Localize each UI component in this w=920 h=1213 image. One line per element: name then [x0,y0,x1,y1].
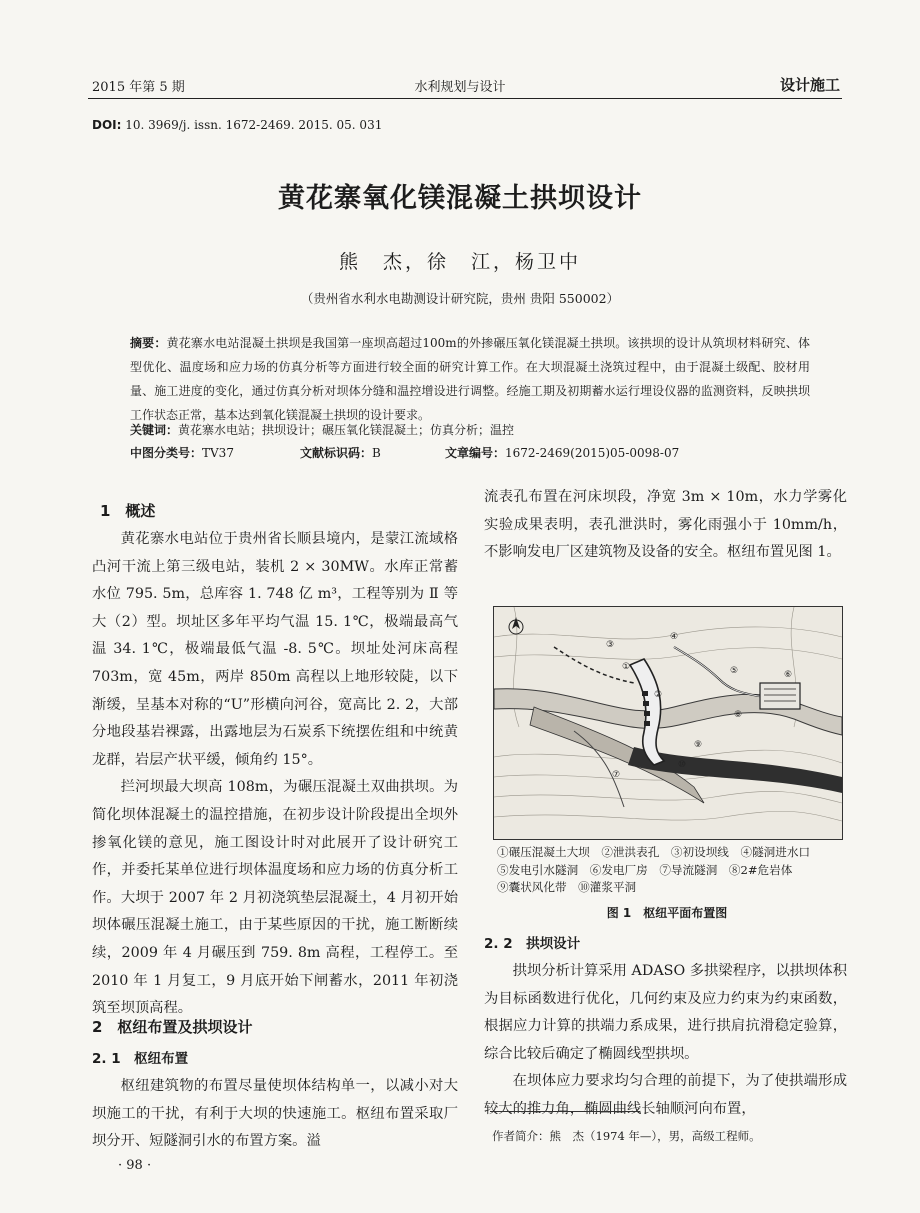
figure-label: ② [654,690,663,700]
paragraph: 在坝体应力要求均匀合理的前提下，为了使拱端形成较大的推力角，椭圆曲线长轴顺河向布置， [484,1073,847,1117]
figure-label: ⑧ [734,710,743,720]
figure-label: ③ [606,640,615,650]
legend-row: ⑤发电引水隧洞 ⑥发电厂房 ⑦导流隧洞 ⑧2#危岩体 [497,862,793,877]
header-journal: 水利规划与设计 [414,80,506,95]
affiliation: （贵州省水利水电勘测设计研究院，贵州 贵阳 550002） [300,291,620,306]
article-number-label: 文章编号： [445,446,506,460]
clc-label: 中图分类号： [130,446,203,460]
figure-1-legend [497,844,842,897]
figure-1-caption: 图 1 枢纽平面布置图 [606,906,728,920]
clc-value: TV37 [202,446,234,460]
doc-code-value: B [372,446,381,460]
section-1-body [92,526,458,1023]
legend-row: ⑨囊状风化带 ⑩灌浆平洞 [497,880,637,894]
doi-line [92,118,382,132]
figure-label: ⑦ [612,770,621,780]
article-number-value: 1672-2469(2015)05-0098-07 [505,446,680,460]
abstract-label: 摘要： [130,336,167,350]
header-issue: 2015 年第 5 期 [92,80,185,95]
keywords [130,421,514,438]
section-2-2-body [484,958,847,1124]
figure-1-site-plan [493,606,843,840]
paragraph: 拦河坝最大坝高 108m，为碾压混凝土双曲拱坝。为简化坝体混凝土的温控措施，在初步设计阶段提出全坝外掺氧化镁的意见，施工图设计时对此展开了设计研究工作，并委托某单位进行坝体温度场和应力场的仿真分析工作。大坝于 2007 年 2 月初浇筑垫层混凝土，4 月初开始坝体碾压混凝土施工，由于某些原因的干扰，施工断断续续，2009 年 4 月碾压到 759. 8m 高程，工程停工。至 2010 年 1 月复工，9 月底开始下闸蓄水，2011 年初浇筑至坝顶高程。 [92,779,458,1017]
site-plan-drawing [494,607,842,839]
legend-row: ①碾压混凝土大坝 ②泄洪表孔 ③初设坝线 ④隧洞进水口 [497,845,811,859]
section-1-heading: 1 概述 [100,502,156,520]
section-2-1-body [92,1073,458,1156]
article-number [445,444,679,461]
doc-code-label: 文献标识码： [300,446,373,460]
abstract [130,331,810,427]
section-2-1-heading: 2. 1 枢纽布置 [92,1051,189,1067]
clc-number [130,444,234,461]
figure-label: ① [622,662,631,672]
header-rule [88,98,842,99]
section-2-2-heading: 2. 2 拱坝设计 [484,936,581,952]
authors: 熊 杰，徐 江，杨卫中 [338,251,581,273]
figure-label: ⑤ [730,666,739,676]
header-section: 设计施工 [779,76,840,94]
paragraph: 枢纽建筑物的布置尽量使坝体结构单一，以减小对大坝施工的干扰，有利于大坝的快速施工。枢纽布置采取厂坝分开、短隧洞引水的布置方案。溢 [92,1078,458,1150]
figure-label: ⑥ [784,670,793,680]
footnote-rule [490,1111,640,1112]
right-column-top [484,484,847,567]
north-arrow-icon [512,617,520,629]
section-2-heading: 2 枢纽布置及拱坝设计 [92,1018,253,1036]
figure-label: ④ [670,632,679,642]
paragraph: 黄花寨水电站位于贵州省长顺县境内，是蒙江流域格凸河干流上第三级电站，装机 2 × 30MW。水库正常蓄水位 795. 5m，总库容 1. 748 亿 m³，工程等别为 Ⅱ 等大（2）型。坝址区多年平均气温 15. 1℃，极端最高气温 34. 1℃，极端最低气温 -8. 5℃。坝址处河床高程 703m，宽 45m，两岸 850m 高程以上地形较陡，以下渐缓，呈基本对称的“U”形横向河谷，宽高比 2. 2，大部分地段基岩裸露，出露地层为石炭系下统摆佐组和中统黄龙群，岩层产状平缓，倾角约 15°。 [92,531,458,768]
paragraph: 拱坝分析计算采用 ADASO 多拱梁程序，以拱坝体积为目标函数进行优化，几何约束及应力约束为约束函数，根据应力计算的拱端力系成果，进行拱肩抗滑稳定验算，综合比较后确定了椭圆线型拱坝。 [484,963,847,1062]
doc-code [300,444,381,461]
author-footnote: 作者简介：熊 杰（1974 年—），男，高级工程师。 [492,1129,761,1143]
figure-label: ⑩ [678,760,687,770]
abstract-text: 黄花寨水电站混凝土拱坝是我国第一座坝高超过100m的外掺碾压氧化镁混凝土拱坝。该拱坝的设计从筑坝材料研究、体型优化、温度场和应力场的仿真分析等方面进行较全面的研究计算工作。在大坝混凝土浇筑过程中，由于混凝土级配、胶材用量、施工进度的变化，通过仿真分析对坝体分缝和温控增设进行调整。经施工期及初期蓄水运行埋设仪器的监测资料，反映拱坝工作状态正常，基本达到氧化镁混凝土拱坝的设计要求。 [130,336,810,422]
keywords-text: 黄花寨水电站；拱坝设计；碾压氧化镁混凝土；仿真分析；温控 [178,423,515,437]
paper-title: 黄花寨氧化镁混凝土拱坝设计 [278,183,642,214]
paragraph: 流表孔布置在河床坝段，净宽 3m × 10m，水力学雾化实验成果表明，表孔泄洪时，雾化雨强小于 10mm/h，不影响发电厂区建筑物及设备的安全。枢纽布置见图 1。 [484,489,847,561]
keywords-label: 关键词： [130,423,179,437]
page-number: · 98 · [118,1158,152,1173]
doi-value: 10. 3969/j. issn. 1672-2469. 2015. 05. 031 [125,118,383,132]
doi-label: DOI: [92,118,122,132]
figure-label: ⑨ [694,740,703,750]
